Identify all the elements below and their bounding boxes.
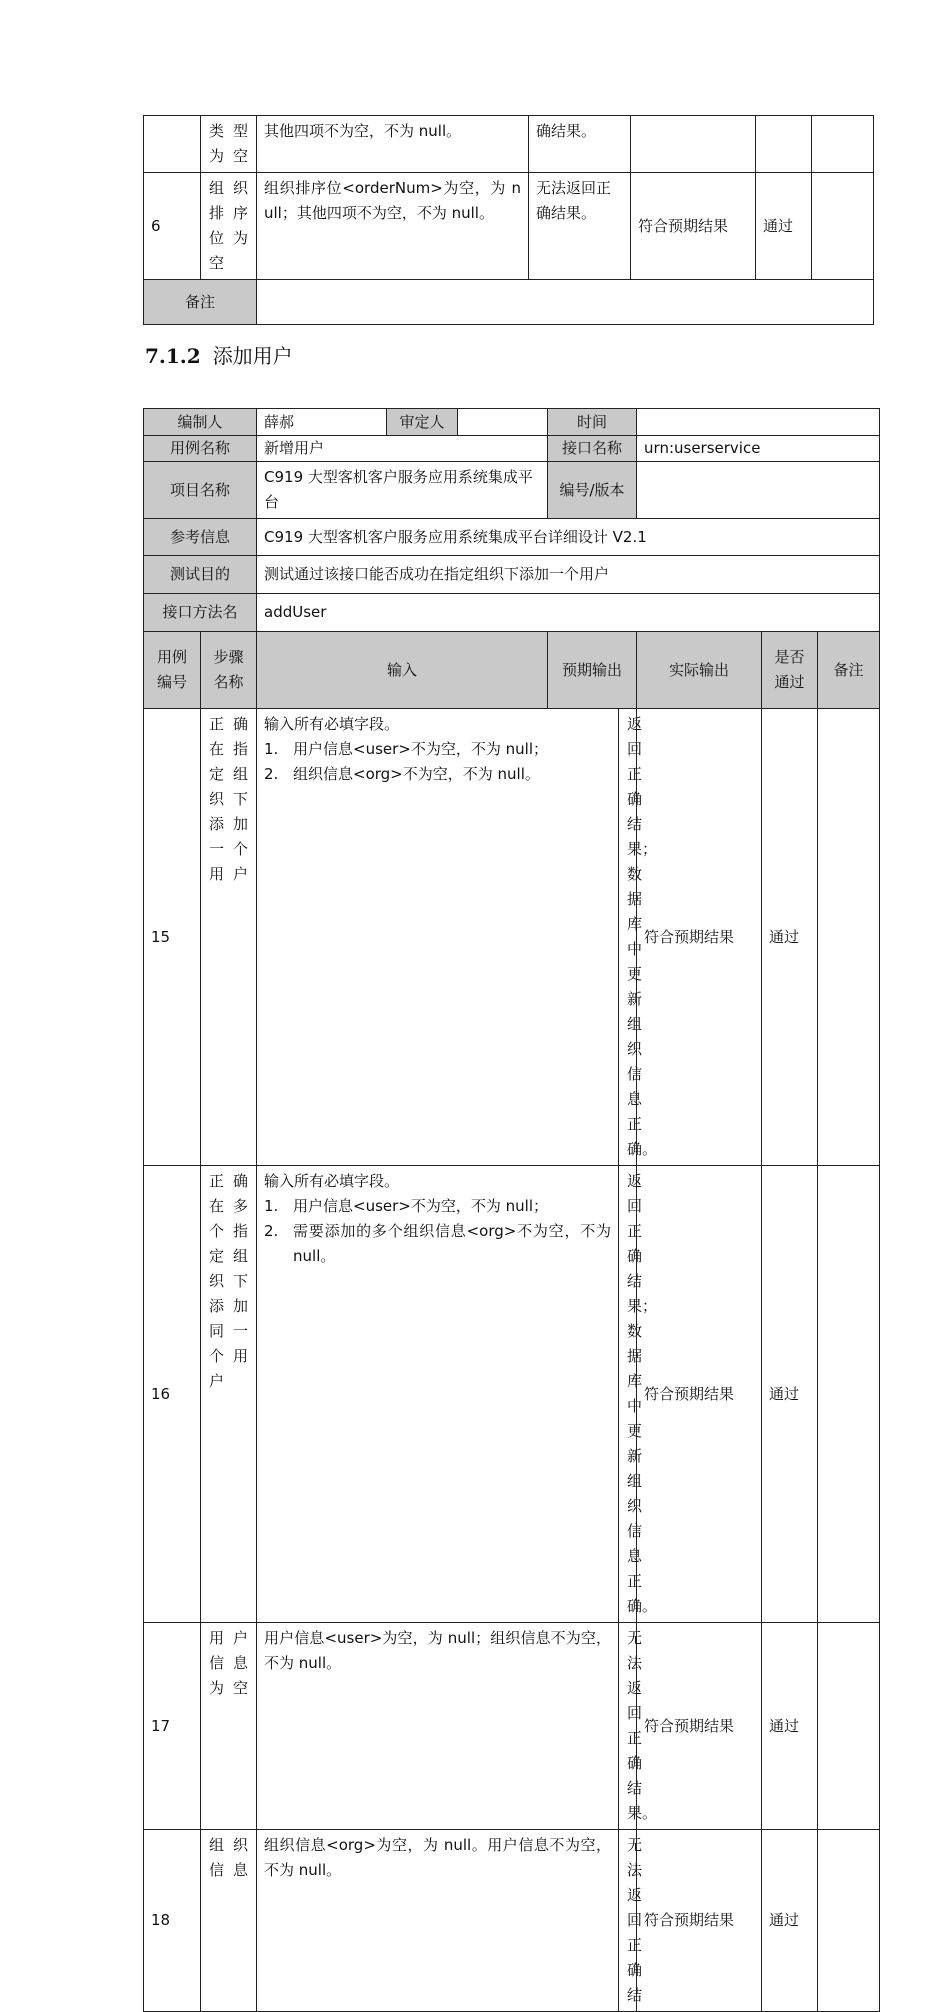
section-title: 添加用户 xyxy=(212,344,293,368)
meta-row xyxy=(144,462,880,519)
actual-output: 符合预期结果 xyxy=(631,173,756,280)
input-cell: 组织信息<org>为空，为 null。用户信息不为空，不为 null。 xyxy=(257,1830,619,2012)
expected-output: 无法返回正确结果。 xyxy=(529,173,631,280)
actual-output: 符合预期结果 xyxy=(637,1623,762,1830)
list-item: 2. 组织信息<org>不为空，不为 null。 xyxy=(264,765,540,783)
expected-output: 返回正确结果；数据库中更新组织信息正确。 xyxy=(619,709,637,1166)
remarks-row xyxy=(144,280,874,325)
input-list xyxy=(264,1194,611,1269)
header-row xyxy=(144,632,880,709)
test-case-table-continued xyxy=(143,115,874,325)
meta-row xyxy=(144,556,880,594)
step-name: 正确在指定组织下添加一个用户 xyxy=(201,709,257,1166)
step-name: 组织信息 xyxy=(201,1830,257,2012)
list-item: 1. 用户信息<user>不为空，不为 null； xyxy=(264,1197,548,1215)
method-value: addUser xyxy=(257,594,880,632)
input-intro: 输入所有必填字段。 xyxy=(264,715,400,733)
actual-output: 符合预期结果 xyxy=(637,1830,762,2012)
expected-output: 无法返回正确结果。 xyxy=(619,1623,637,1830)
section-heading xyxy=(145,340,293,369)
input-cell xyxy=(257,709,619,1166)
case-id: 18 xyxy=(144,1830,201,2012)
step-name: 正确在多个指定组织下添加同一个用户 xyxy=(201,1166,257,1623)
expected-output: 确结果。 xyxy=(529,116,631,173)
author-value: 薛郝 xyxy=(257,409,387,436)
version-label: 编号/版本 xyxy=(548,462,637,519)
section-number: 7.1.2 xyxy=(145,344,201,368)
list-item: 1. 用户信息<user>不为空，不为 null； xyxy=(264,740,548,758)
case-id: 15 xyxy=(144,709,201,1166)
case-name-label: 用例名称 xyxy=(144,436,257,462)
step-name: 组织排序位为空 xyxy=(201,173,257,280)
reviewer-value xyxy=(458,409,548,436)
case-name-value: 新增用户 xyxy=(257,436,548,462)
pass-status: 通过 xyxy=(762,1166,818,1623)
step-name: 用户信息为空 xyxy=(201,1623,257,1830)
pass-status: 通过 xyxy=(762,1623,818,1830)
header-actual: 实际输出 xyxy=(637,632,762,709)
input-cell xyxy=(257,1166,619,1623)
remarks-value xyxy=(257,280,874,325)
pass-status: 通过 xyxy=(756,173,812,280)
interface-name-label: 接口名称 xyxy=(548,436,637,462)
case-id: 6 xyxy=(144,173,201,280)
purpose-value: 测试通过该接口能否成功在指定组织下添加一个用户 xyxy=(257,556,880,594)
list-item: 2. 需要添加的多个组织信息<org>不为空，不为 null。 xyxy=(264,1222,612,1265)
ref-value: C919 大型客机客户服务应用系统集成平台详细设计 V2.1 xyxy=(257,519,880,556)
header-case-id: 用例编号 xyxy=(144,632,201,709)
pass-status: 通过 xyxy=(762,709,818,1166)
method-label: 接口方法名 xyxy=(144,594,257,632)
ref-label: 参考信息 xyxy=(144,519,257,556)
input-cell: 组织排序位<orderNum>为空，为 null；其他四项不为空，不为 null。 xyxy=(257,173,529,280)
header-step-name: 步骤名称 xyxy=(201,632,257,709)
project-value: C919 大型客机客户服务应用系统集成平台 xyxy=(257,462,548,519)
remarks-label: 备注 xyxy=(144,280,257,325)
table-row xyxy=(144,173,874,280)
input-cell: 用户信息<user>为空，为 null；组织信息不为空，不为 null。 xyxy=(257,1623,619,1830)
version-value xyxy=(637,462,880,519)
project-label: 项目名称 xyxy=(144,462,257,519)
case-id: 17 xyxy=(144,1623,201,1830)
test-case-table xyxy=(143,408,880,2012)
meta-row xyxy=(144,519,880,556)
header-input: 输入 xyxy=(257,632,548,709)
header-remarks: 备注 xyxy=(818,632,880,709)
table-row xyxy=(144,1623,880,1830)
input-list xyxy=(264,737,611,787)
input-cell: 其他四项不为空，不为 null。 xyxy=(257,116,529,173)
pass-status: 通过 xyxy=(762,1830,818,2012)
actual-output: 符合预期结果 xyxy=(637,709,762,1166)
table-row xyxy=(144,1830,880,2012)
time-value xyxy=(637,409,880,436)
reviewer-label: 审定人 xyxy=(387,409,458,436)
purpose-label: 测试目的 xyxy=(144,556,257,594)
step-name: 类型为空 xyxy=(201,116,257,173)
meta-row xyxy=(144,436,880,462)
interface-name-value: urn:userservice xyxy=(637,436,880,462)
expected-output: 无法返回正确结 xyxy=(619,1830,637,2012)
meta-row xyxy=(144,594,880,632)
time-label: 时间 xyxy=(548,409,637,436)
case-id: 16 xyxy=(144,1166,201,1623)
actual-output: 符合预期结果 xyxy=(637,1166,762,1623)
meta-row xyxy=(144,409,880,436)
table-row xyxy=(144,709,880,1166)
header-expected: 预期输出 xyxy=(548,632,637,709)
table-row xyxy=(144,116,874,173)
header-passed: 是否通过 xyxy=(762,632,818,709)
input-intro: 输入所有必填字段。 xyxy=(264,1172,400,1190)
author-label: 编制人 xyxy=(144,409,257,436)
table-row xyxy=(144,1166,880,1623)
expected-output: 返回正确结果；数据库中更新组织信息正确。 xyxy=(619,1166,637,1623)
